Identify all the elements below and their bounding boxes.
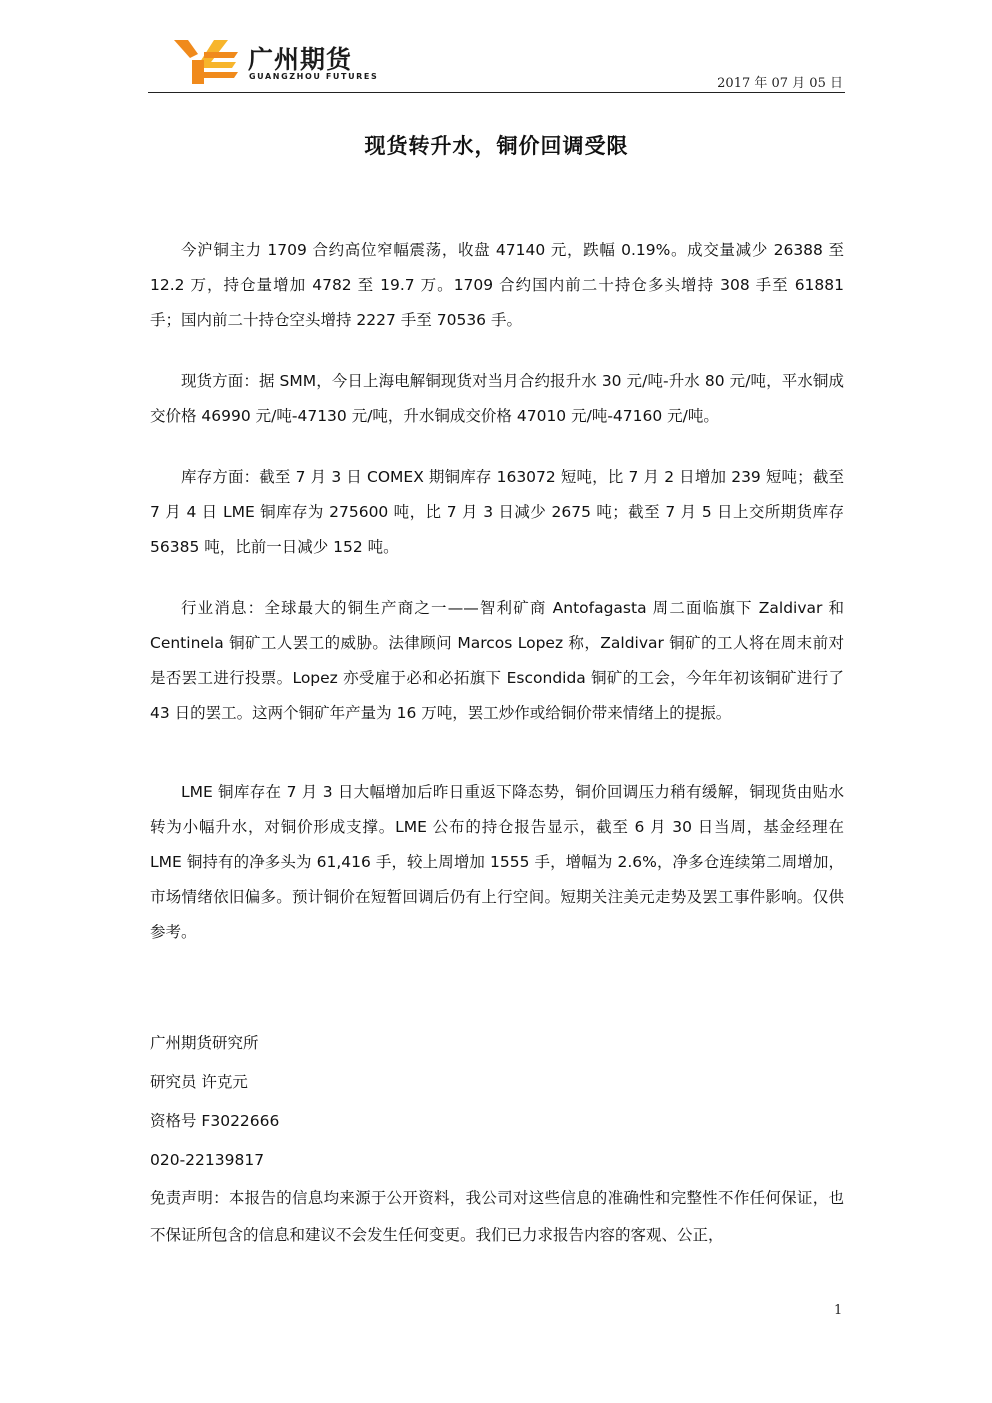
paragraph-industry-news: 行业消息：全球最大的铜生产商之一——智利矿商 Antofagasta 周二面临旗下 Zaldivar 和 Centinela 铜矿工人罢工的威胁。法律顾问 Marcos Lopez 称，Zaldivar 铜矿的工人将在周末前对是否罢工进行投票。Lopez 亦受雇于必和必拓旗下 Escondida 铜矿的工会，今年年初该铜矿进行了 43 日的罢工。这两个铜矿年产量为 16 万吨，罢工炒作或给铜价带来情绪上的提振。 [150, 599, 844, 722]
logo-english-name: GUANGZHOU FUTURES [249, 72, 379, 81]
signature-org: 广州期货研究所 [150, 1034, 259, 1052]
logo-chinese-name: 广州期货 [248, 45, 353, 74]
paragraph-outlook: LME 铜库存在 7 月 3 日大幅增加后昨日重返下降态势，铜价回调压力稍有缓解，铜现货由贴水转为小幅升水，对铜价形成支撑。LME 公布的持仓报告显示，截至 6 月 30 日当周，基金经理在 LME 铜持有的净多头为 61,416 手，较上周增加 1555 手，增幅为 2.6%，净多仓连续第二周增加，市场情绪依旧偏多。预计铜价在短暂回调后仍有上行空间。短期关注美元走势及罢工事件影响。仅供参考。 [150, 783, 844, 941]
signature-phone: 020-22139817 [150, 1151, 265, 1169]
paragraph-inventory: 库存方面：截至 7 月 3 日 COMEX 期铜库存 163072 短吨，比 7 月 2 日增加 239 短吨；截至 7 月 4 日 LME 铜库存为 275600 吨，比 7 月 3 日减少 2675 吨；截至 7 月 5 日上交所期货库存 56385 吨，比前一日减少 152 吨。 [150, 468, 844, 556]
company-logo [174, 40, 384, 84]
page-header [148, 36, 845, 93]
report-title: 现货转升水，铜价回调受限 [364, 134, 629, 158]
logo-mark-icon [174, 40, 238, 84]
report-body [150, 233, 844, 976]
report-date: 2017 年 07 月 05 日 [717, 76, 843, 91]
signature-researcher: 研究员 许克元 [150, 1073, 248, 1091]
paragraph-spot: 现货方面：据 SMM，今日上海电解铜现货对当月合约报升水 30 元/吨-升水 80 元/吨，平水铜成交价格 46990 元/吨-47130 元/吨，升水铜成交价格 47010 元/吨-47160 元/吨。 [150, 372, 844, 425]
header-divider [148, 92, 845, 93]
disclaimer-text: 免责声明：本报告的信息均来源于公开资料，我公司对这些信息的准确性和完整性不作任何保证，也不保证所包含的信息和建议不会发生任何变更。我们已力求报告内容的客观、公正， [150, 1189, 844, 1244]
signature-block [150, 1024, 844, 1254]
signature-license: 资格号 F3022666 [150, 1112, 280, 1130]
paragraph-market-summary: 今沪铜主力 1709 合约高位窄幅震荡，收盘 47140 元，跌幅 0.19%。成交量减少 26388 至 12.2 万，持仓量增加 4782 至 19.7 万。1709 合约国内前二十持仓多头增持 308 手至 61881 手；国内前二十持仓空头增持 2227 手至 70536 手。 [150, 241, 844, 329]
page-number: 1 [834, 1303, 843, 1318]
